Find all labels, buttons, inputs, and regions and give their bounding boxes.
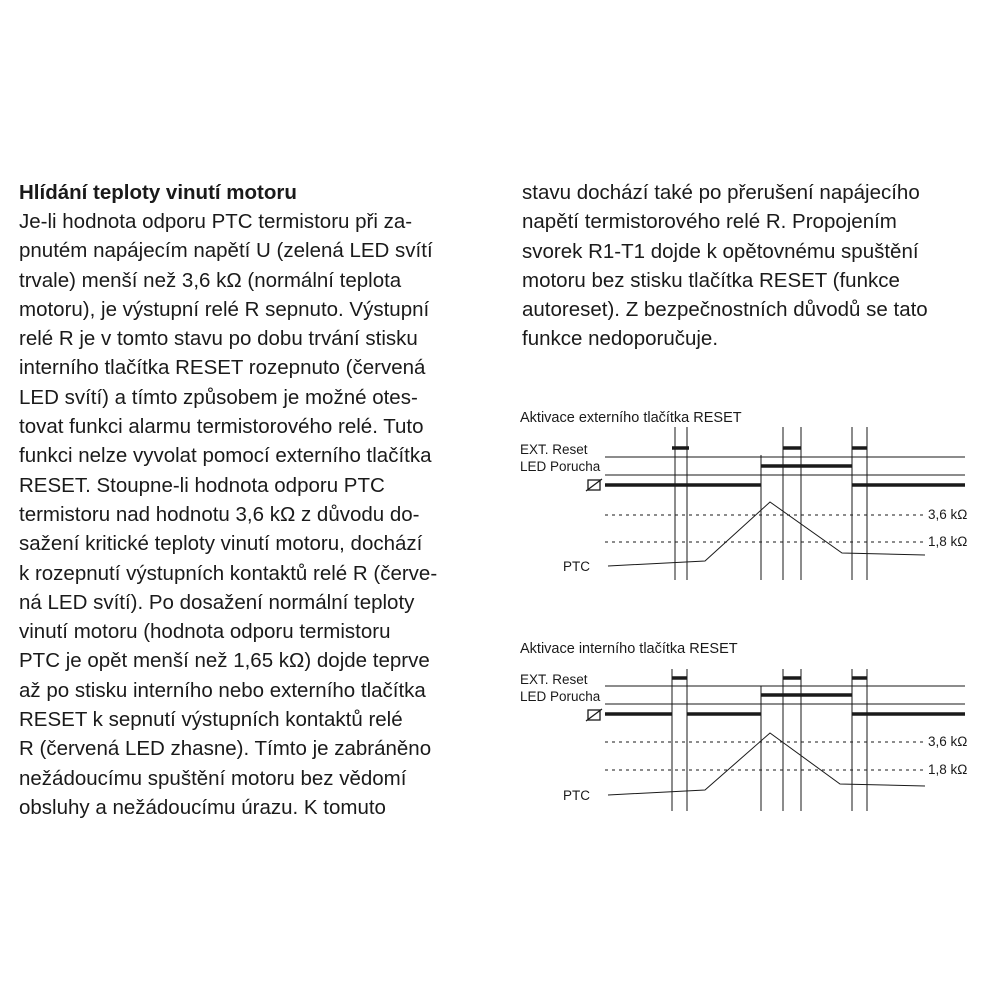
signal-label-led: LED Porucha	[520, 689, 601, 704]
diagram-title: Aktivace externího tlačítka RESET	[520, 410, 742, 426]
signal-label-led: LED Porucha	[520, 459, 601, 474]
body-line: obsluhy a nežádoucímu úrazu. K tomuto	[19, 795, 386, 819]
body-line: R (červená LED zhasne). Tímto je zabráněno	[19, 737, 432, 761]
timing-diagram-external-reset	[515, 405, 995, 585]
body-line: vinutí motoru (hodnota odporu termistoru	[19, 620, 391, 644]
timing-lines	[605, 669, 968, 811]
body-line: termistoru nad hodnotu 3,6 kΩ z důvodu do-	[19, 502, 420, 526]
body-line: LED svítí) a tímto způsobem je možné otes-	[19, 385, 418, 409]
section-heading: Hlídání teploty vinutí motoru	[19, 181, 297, 204]
body-line: interního tlačítka RESET rozepnuto (červená	[19, 356, 426, 380]
threshold-label-high: 3,6 kΩ	[928, 507, 968, 522]
timing-diagram-svg	[515, 636, 995, 816]
threshold-label-high: 3,6 kΩ	[928, 734, 968, 749]
body-line: Je-li hodnota odporu PTC termistoru při za-	[19, 210, 413, 233]
right-column	[522, 178, 982, 354]
left-column	[19, 178, 489, 822]
body-line: napětí termistorového relé R. Propojením	[522, 210, 897, 234]
body-line: PTC je opět menší než 1,65 kΩ) dojde teprve	[19, 649, 430, 673]
relay-coil-icon	[586, 479, 602, 491]
timing-diagram-internal-reset	[515, 636, 995, 816]
diagram-title: Aktivace interního tlačítka RESET	[520, 641, 738, 657]
timing-diagram-svg	[515, 405, 995, 585]
signal-label-ext-reset: EXT. Reset	[520, 442, 588, 457]
body-line: funkci nelze vyvolat pomocí externího tlačítka	[19, 444, 432, 468]
body-line: stavu dochází také po přerušení napájecího	[522, 181, 920, 204]
body-line: autoreset). Z bezpečnostních důvodů se tato	[522, 298, 928, 322]
signal-label-ptc: PTC	[563, 788, 590, 803]
threshold-label-low: 1,8 kΩ	[928, 762, 968, 777]
relay-coil-icon	[586, 709, 602, 721]
timing-lines	[605, 427, 968, 580]
body-line: sažení kritické teploty vinutí motoru, dochází	[19, 532, 423, 556]
body-line: k rozepnutí výstupních kontaktů relé R (červe-	[19, 561, 438, 585]
threshold-label-low: 1,8 kΩ	[928, 534, 968, 549]
body-line: svorek R1-T1 dojde k opětovnému spuštění	[522, 239, 919, 263]
body-line: pnutém napájecím napětí U (zelená LED svítí	[19, 239, 433, 263]
body-line: trvale) menší než 3,6 kΩ (normální teplota	[19, 268, 402, 292]
body-line: motoru), je výstupní relé R sepnuto. Výstupní	[19, 297, 430, 321]
signal-label-ptc: PTC	[563, 559, 590, 574]
body-line: ná LED svítí). Po dosažení normální teploty	[19, 590, 415, 614]
body-line: tovat funkci alarmu termistorového relé. Tuto	[19, 415, 424, 439]
body-line: RESET k sepnutí výstupních kontaktů relé	[19, 708, 403, 732]
body-line: RESET. Stoupne-li hodnota odporu PTC	[19, 473, 385, 497]
body-line: nežádoucímu spuštění motoru bez vědomí	[19, 766, 407, 790]
body-line: relé R je v tomto stavu po dobu trvání stisku	[19, 327, 418, 351]
body-line: funkce nedoporučuje.	[522, 327, 719, 351]
signal-label-ext-reset: EXT. Reset	[520, 672, 588, 687]
body-line: až po stisku interního nebo externího tlačítka	[19, 678, 426, 702]
body-line: motoru bez stisku tlačítka RESET (funkce	[522, 268, 900, 292]
